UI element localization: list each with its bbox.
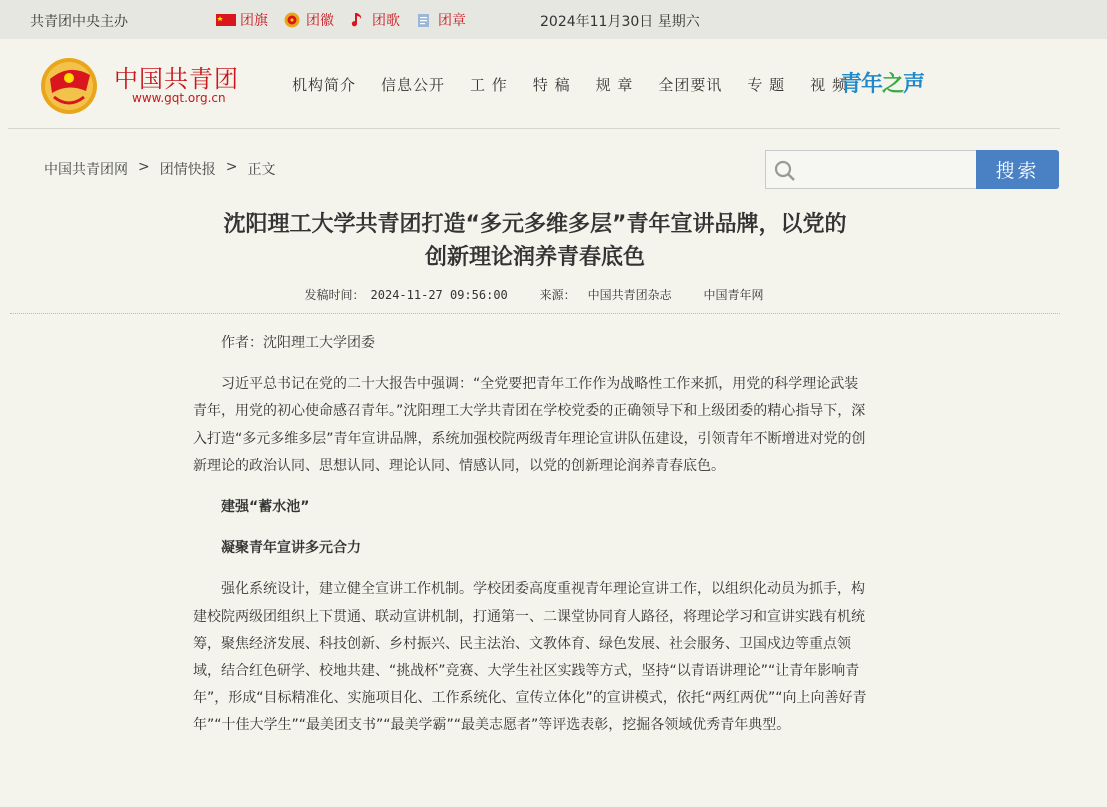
nav-item-regulations[interactable]: 规 章 [595, 76, 634, 94]
breadcrumb-current: 正文 [247, 162, 276, 178]
article-author: 作者：沈阳理工大学团委 [221, 335, 375, 351]
nav-item-work[interactable]: 工 作 [470, 76, 508, 94]
breadcrumb-separator: > [138, 159, 150, 175]
article-subheading: 建强“蓄水池” [221, 499, 310, 516]
nav-item-information[interactable]: 信息公开 [381, 76, 446, 94]
site-header [8, 39, 1060, 129]
site-logo-url: www.gqt.org.cn [132, 91, 226, 105]
emblem-icon [282, 12, 302, 28]
search-input[interactable] [800, 151, 970, 188]
site-logo-text[interactable]: 中国共青团 [114, 65, 239, 93]
search-box [765, 150, 977, 189]
publish-time-label: 发稿时间： [304, 288, 365, 302]
article-title [190, 208, 880, 274]
music-note-icon [348, 12, 368, 28]
top-link-emblem[interactable] [282, 10, 334, 30]
top-link-song-label: 团歌 [372, 13, 400, 29]
top-link-emblem-label: 团徽 [306, 13, 334, 29]
article-title-line1: 沈阳理工大学共青团打造“多元多维多层”青年宣讲品牌，以党的 [223, 212, 847, 237]
nav-item-news[interactable]: 全团要讯 [658, 76, 723, 94]
article-meta [0, 286, 1068, 303]
nav-item-organization[interactable]: 机构简介 [292, 76, 357, 94]
flag-icon [216, 12, 236, 28]
breadcrumb [44, 159, 275, 179]
search-icon [773, 159, 797, 183]
article-subheading: 凝聚青年宣讲多元合力 [221, 540, 361, 557]
site-name: 中国青年网 [703, 288, 764, 302]
document-icon [414, 12, 434, 28]
host-organization: 共青团中央主办 [30, 14, 128, 30]
top-link-flag-label: 团旗 [240, 13, 268, 29]
top-link-flag[interactable] [216, 10, 268, 30]
top-bar [0, 0, 1107, 39]
top-link-charter-label: 团章 [438, 13, 466, 29]
nav-item-topics[interactable]: 专 题 [747, 76, 786, 94]
youth-voice-part2: 之 [882, 72, 904, 97]
article-paragraph: 强化系统设计，建立健全宣讲工作机制。学校团委高度重视青年理论宣讲工作，以组织化动员为抓手，构建校院两级团组织上下贯通、联动宣讲机制，打通第一、二课堂协同育人路径，将理论学习和宣讲实践有机统筹，聚焦经济发展、科技创新、乡村振兴、民主法治、文教体育、绿色发展、社会服务、卫国戍边等重点领域，结合红色研学、校地共建、“挑战杯”竞赛、大学生社区实践等方式，坚持“以青语讲理论”“让青年影响青年”，形成“目标精准化、实施项目化、工作系统化、宣传立体化”的宣讲模式，依托“两红两优”“向上向善好青年”“十佳大学生”“最美团支书”“最美学霸”“最美志愿者”等评选表彰，挖掘各领域优秀青年典型。 [193, 581, 867, 734]
publish-time: 2024-11-27 09:56:00 [370, 288, 508, 302]
league-emblem-icon[interactable] [40, 57, 98, 115]
search-button[interactable]: 搜索 [976, 150, 1059, 189]
breadcrumb-home[interactable]: 中国共青团网 [44, 162, 128, 178]
article-title-line2: 创新理论润养青春底色 [424, 245, 645, 270]
article-paragraph: 习近平总书记在党的二十大报告中强调：“全党要把青年工作作为战略性工作来抓，用党的科学理论武装青年，用党的初心使命感召青年。”沈阳理工大学共青团在学校党委的正确领导下和上级团委的精心指导下，深入打造“多元多维多层”青年宣讲品牌，系统加强校院两级青年理论宣讲队伍建设，引领青年不断增进对党的创新理论的政治认同、思想认同、理论认同、情感认同，以党的创新理论润养青春底色。 [193, 376, 866, 474]
top-link-charter[interactable] [414, 10, 466, 30]
youth-voice-part3: 声 [903, 72, 925, 97]
nav-item-features[interactable]: 特 稿 [532, 76, 571, 94]
top-link-song[interactable] [348, 10, 400, 30]
breadcrumb-news[interactable]: 团情快报 [159, 162, 216, 178]
youth-voice-part1: 青年 [840, 72, 883, 97]
breadcrumb-separator: > [225, 159, 238, 175]
current-date: 2024年11月30日 星期六 [540, 14, 700, 30]
youth-voice-logo[interactable] [840, 67, 924, 98]
nav-item-videos[interactable]: 视 频 [810, 76, 848, 94]
main-nav [292, 74, 873, 95]
article-body [193, 330, 869, 754]
top-links [216, 10, 466, 30]
divider [10, 313, 1060, 314]
source-label: 来源： [539, 288, 576, 302]
source-name: 中国共青团杂志 [587, 288, 672, 302]
